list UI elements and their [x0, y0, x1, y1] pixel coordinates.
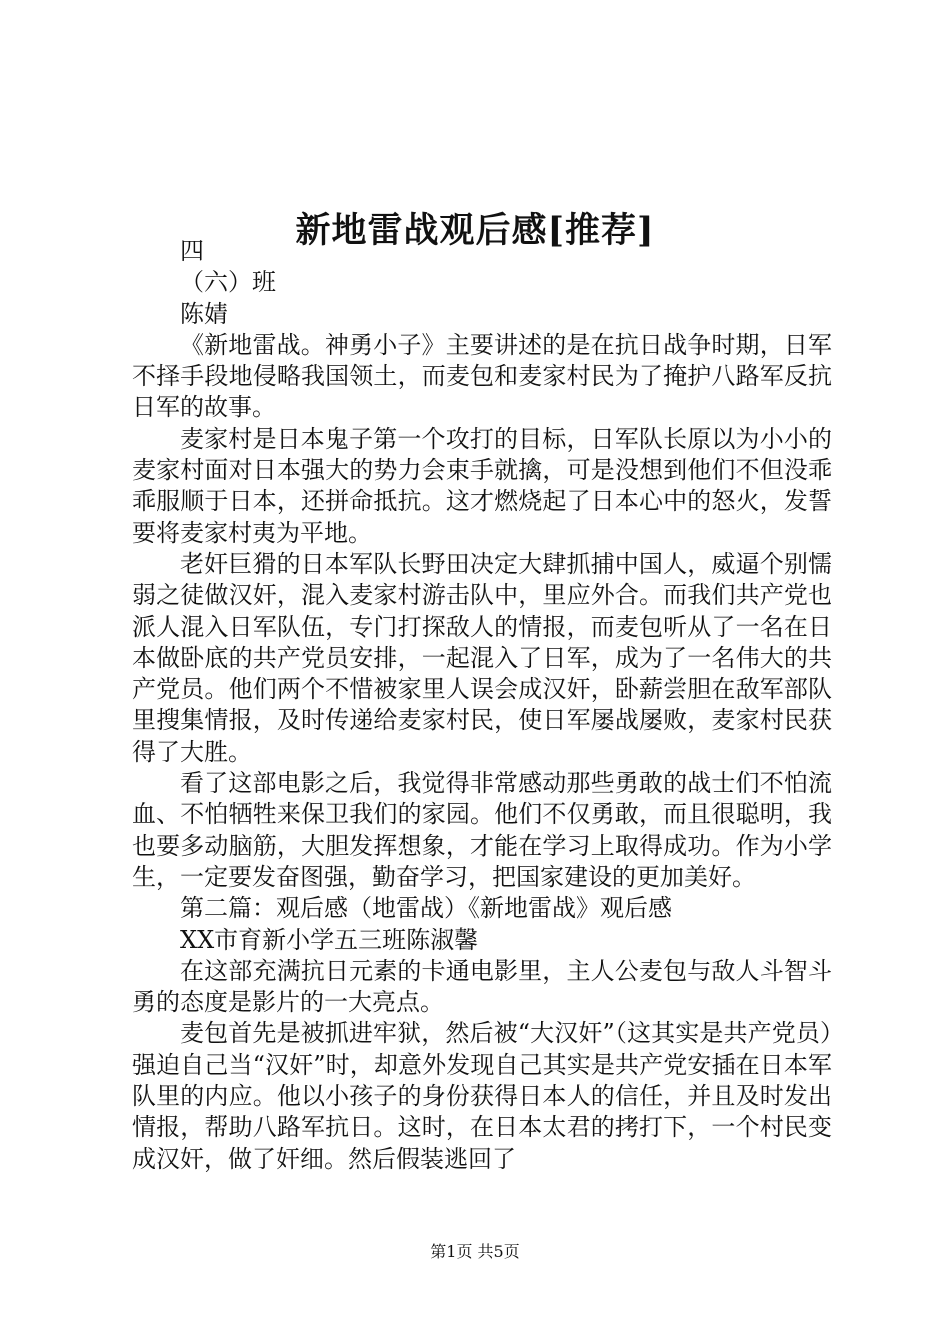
section-heading: 第二篇：观后感（地雷战）《新地雷战》观后感 [180, 894, 672, 923]
body-paragraph: 《新地雷战。神勇小子》主要讲述的是在抗日战争时期，日军不择手段地侵略我国领土，而麦包和麦家村民为了掩护八路军反抗日军的故事。 [132, 330, 832, 422]
document-title: 新地雷战观后感[推荐] [295, 210, 655, 252]
document-body [132, 236, 832, 1175]
body-paragraph: 在这部充满抗日元素的卡通电影里，主人公麦包与敌人斗智斗勇的态度是影片的一大亮点。 [132, 956, 832, 1017]
grade-line: 四 [180, 237, 204, 265]
author-line: 陈婧 [180, 299, 228, 328]
class-line: （六）班 [180, 268, 276, 297]
body-paragraph: 麦包首先是被抓进牢狱，然后被“大汉奸”（这其实是共产党员）强迫自己当“汉奸”时，却意外发现自己其实是共产党安插在日本军队里的内应。他以小孩子的身份获得日本人的信任，并且及时发出情报，帮助八路军抗日。这时，在日本太君的拷打下，一个村民变成汉奸，做了奸细。然后假装逃回了 [132, 1019, 832, 1173]
body-paragraph: 老奸巨猾的日本军队长野田决定大肆抓捕中国人，威逼个别懦弱之徒做汉奸，混入麦家村游击队中，里应外合。而我们共产党也派人混入日军队伍，专门打探敌人的情报，而麦包听从了一名在日本做卧底的共产党员安排，一起混入了日军，成为了一名伟大的共产党员。他们两个不惜被家里人误会成汉奸，卧薪尝胆在敌军部队里搜集情报，及时传递给麦家村民，使日军屡战屡败，麦家村民获得了大胜。 [132, 549, 832, 766]
page-number-footer: 第1页 共5页 [430, 1242, 520, 1261]
body-paragraph: 看了这部电影之后，我觉得非常感动那些勇敢的战士们不怕流血、不怕牺牲来保卫我们的家园。他们不仅勇敢，而且很聪明，我也要多动脑筋，大胆发挥想象，才能在学习上取得成功。作为小学生，一定要发奋图强，勤奋学习，把国家建设的更加美好。 [132, 769, 832, 891]
section-author-line: XX市育新小学五三班陈淑馨 [180, 925, 479, 954]
body-paragraph: 麦家村是日本鬼子第一个攻打的目标，日军队长原以为小小的麦家村面对日本强大的势力会束手就擒，可是没想到他们不但没乖乖服顺于日本，还拼命抵抗。这才燃烧起了日本心中的怒火，发誓要将麦家村夷为平地。 [132, 424, 832, 547]
